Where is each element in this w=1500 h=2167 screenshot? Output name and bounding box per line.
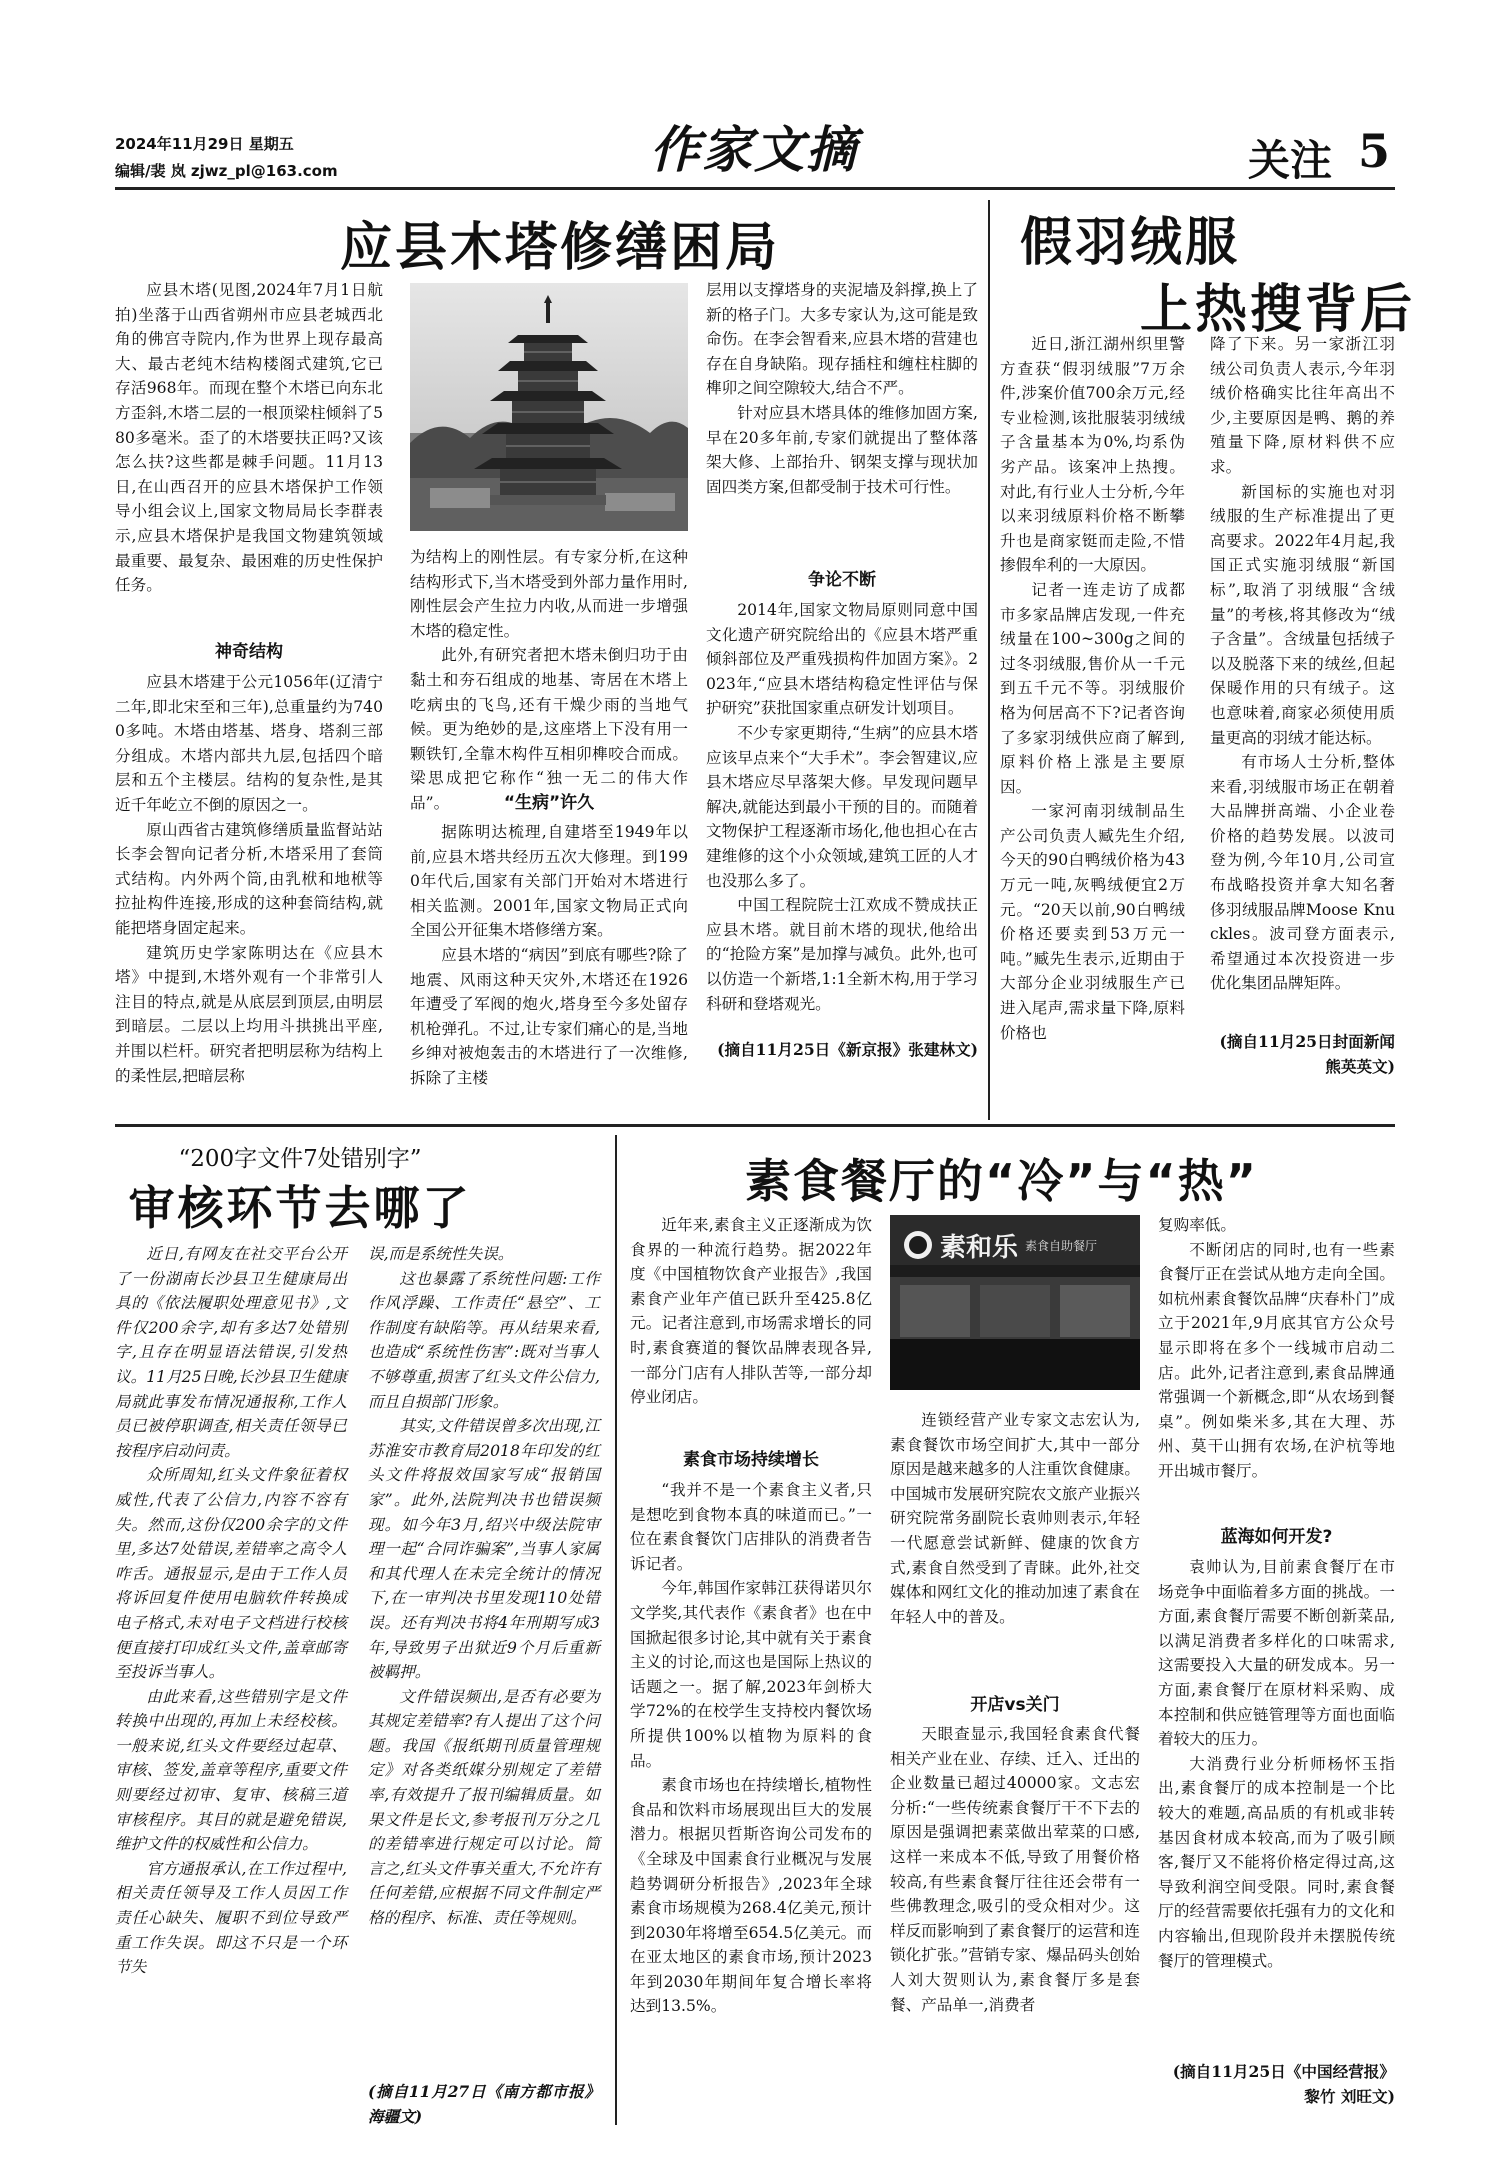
header-rule (115, 187, 1395, 190)
page-number: 5 (1358, 124, 1391, 178)
article-vegan-subhead-3: 蓝海如何开发? (1220, 1527, 1333, 1547)
article-vegan-col3: 复购率低。 不断闭店的同时,也有一些素食餐厅正在尝试从地方走向全国。如杭州素食餐饮品牌“庆春朴门”成立于2021年,9月底其官方公众号显示即将在多个一线城市启动二店。此外,记者注意到,素食品牌通常强调一个新概念,即“从农场到餐桌”。例如柴米多,其在大理、苏州、莫干山拥有农场,在沪杭等地开出城市餐厅。 (1158, 1216, 1395, 1480)
article-vegan-title: 素食餐厅的“冷”与“热” (745, 1154, 1258, 1208)
article-typo-col2: 误,而是系统性失误。 这也暴露了系统性问题:工作作风浮躁、工作责任“悬空”、工作制度有缺陷等。再从结果来看,也造成“系统性伤害”:既对当事人不够尊重,损害了红头文件公信力,而且自损部门形象。 其实,文件错误曾多次出现,江苏淮安市教育局2018年印发的红头文件将报效国家写成“报销国家”。此外,法院判决书也错误频现。如今年3月,绍兴中级法院审理一起“合同诈骗案”,当事人家属和其代理人在未完全统计的情况下,在一审判决书里发现110处错误。还有判决书将4年刑期写成3年,导致男子出狱近9个月后重新被羁押。 文件错误频出,是否有必要为其规定差错率?有人提出了这个问题。我国《报纸期刊质量管理规定》对各类纸媒分别规定了差错率,有效提升了报刊编辑质量。如果文件是长文,参考报刊万分之几的差错率进行规定可以讨论。简言之,红头文件事关重大,不允许有任何差错,应根据不同文件制定严格的程序、标准、责任等规则。 (368, 1245, 600, 1928)
article-pagoda-col1b: 应县木塔建于公元1056年(辽清宁二年,即北宋至和三年),总重量约为7400多吨。木塔由塔基、塔身、塔刹三部分组成。木塔内部共九层,包括四个暗层和五个主楼层。结构的复杂性,是其近千年屹立不倒的原因之一。 原山西省古建筑修缮质量监督站站长李会智向记者分析,木塔采用了套筒式结构。内外两个筒,由乳栿和地栿等拉扯构件连接,形成的这种套筒结构,就能把塔身固定起来。 建筑历史学家陈明达在《应县木塔》中提到,木塔外观有一个非常引人注目的特点,就是从底层到顶层,由明层到暗层。二层以上均用斗拱挑出平座,并围以栏杆。研究者把明层称为结构上的柔性层,把暗层称 (115, 673, 383, 1085)
article-pagoda-col2: 为结构上的刚性层。有专家分析,在这种结构形式下,当木塔受到外部力量作用时,刚性层会产生拉力内收,从而进一步增强木塔的稳定性。 此外,有研究者把木塔未倒归功于由黏土和夯石组成的地基、寄居在木塔上吃病虫的飞鸟,还有干燥少雨的当地气候。更为绝妙的是,这座塔上下没有用一颗铁钉,全靠木构件互相卯榫咬合而成。梁思成把它称作“独一无二的伟大作品”。 (410, 548, 688, 812)
restaurant-sign-sub: 素食自助餐厅 (1025, 1239, 1098, 1253)
article-down-col2: 降了下来。另一家浙江羽绒公司负责人表示,今年羽绒价格确实比往年高出不少,主要原因是鸭、鹅的养殖量下降,原材料供不应求。 新国标的实施也对羽绒服的生产标准提出了更高要求。2022年4月起,我国正式实施羽绒服“新国标”,取消了羽绒服“含绒量”的考核,将其修改为“绒子含量”。含绒量包括绒子以及脱落下来的绒丝,但起保暖作用的只有绒子。这也意味着,商家必须使用质量更高的羽绒才能达标。 有市场人士分析,整体来看,羽绒服市场正在朝着大品牌拼高端、小企业卷价格的趋势发展。以波司登为例,今年10月,公司宣布战略投资并拿大知名奢侈羽绒服品牌Moose Knuckles。波司登方面表示,希望通过本次投资进一步优化集团品牌矩阵。 (1210, 335, 1395, 993)
article-typo-title: 审核环节去哪了 (128, 1181, 472, 1235)
header-date: 2024年11月29日 星期五 (115, 135, 294, 153)
restaurant-photo (890, 1215, 1140, 1390)
article-pagoda-source: (摘自11月25日《新京报》张建林文) (717, 1040, 978, 1059)
header-editor: 编辑/裴 岚 zjwz_pl@163.com (115, 162, 338, 180)
section-name: 关注 (1248, 136, 1333, 185)
article-vegan-col1: 近年来,素食主义正逐渐成为饮食界的一种流行趋势。据2022年度《中国植物饮食产业报告》,我国素食产业年产值已跃升至425.8亿元。记者注意到,市场需求增长的同时,素食赛道的餐饮品牌表现各异,一部分门店有人排队苦等,一部分却停业闭店。 (630, 1216, 872, 1407)
restaurant-sign-main: 素和乐 (940, 1233, 1019, 1263)
section-divider (115, 1124, 1395, 1127)
article-down-title-1: 假羽绒服 (1020, 213, 1241, 273)
article-pagoda-title: 应县木塔修缮困局 (340, 218, 781, 278)
article-vegan-subhead-2: 开店vs关门 (970, 1695, 1060, 1715)
article-vegan-col2: 连锁经营产业专家文志宏认为,素食餐饮市场空间扩大,其中一部分原因是越来越多的人注重饮食健康。中国城市发展研究院农文旅产业振兴研究院常务副院长袁帅则表示,年轻一代愿意尝试新鲜、健康的饮食方式,素食自然受到了青睐。此外,社交媒体和网红文化的推动加速了素食在年轻人中的普及。 (890, 1411, 1140, 1626)
article-pagoda-subhead-2: “生病”许久 (503, 793, 595, 813)
article-down-source: (摘自11月25日封面新闻 熊英英文) (1219, 1032, 1395, 1076)
article-vegan-col3b: 袁帅认为,目前素食餐厅在市场竞争中面临着多方面的挑战。一方面,素食餐厅需要不断创新菜品,以满足消费者多样化的口味需求,这需要投入大量的研发成本。另一方面,素食餐厅在原材料采购、成本控制和供应链管理等方面也面临着较大的压力。 大消费行业分析师杨怀玉指出,素食餐厅的成本控制是一个比较大的难题,高品质的有机或非转基因食材成本较高,而为了吸引顾客,餐厅又不能将价格定得过高,这导致利润空间受限。同时,素食餐厅的经营需要依托强有力的文化和内容输出,但现阶段并未摆脱传统餐厅的管理模式。 (1158, 1558, 1395, 1970)
article-pagoda-col3: 层用以支撑塔身的夹泥墙及斜撑,换上了新的格子门。大多专家认为,这可能是致命伤。在李会智看来,应县木塔的营建也存在自身缺陷。现存插柱和缠柱柱脚的榫卯之间空隙较大,结合不严。 针对应县木塔具体的维修加固方案,早在20多年前,专家们就提出了整体落架大修、上部抬升、钢架支撑与现状加固四类方案,但都受制于技术可行性。 (706, 281, 978, 496)
article-pagoda-subhead-1: 神奇结构 (215, 642, 283, 662)
article-pagoda-subhead-3: 争论不断 (808, 570, 876, 590)
article-down-col1: 近日,浙江湖州织里警方查获“假羽绒服”7万余件,涉案价值700余万元,经专业检测,该批服装羽绒绒子含量基本为0%,均系伪劣产品。该案冲上热搜。对此,有行业人士分析,今年以来羽绒原料价格不断攀升也是商家铤而走险,不惜掺假牟利的一大原因。 记者一连走访了成都市多家品牌店发现,一件充绒量在100~300g之间的过冬羽绒服,售价从一千元到五千元不等。羽绒服价格为何居高不下?记者咨询了多家羽绒供应商了解到,原料价格上涨是主要原因。 一家河南羽绒制品生产公司负责人臧先生介绍,今天的90白鸭绒价格为43万元一吨,灰鸭绒便宜2万元。“20天以前,90白鸭绒价格还要卖到53万元一吨。”臧先生表示,近期由于大部分企业羽绒服生产已进入尾声,需求量下降,原料价格也 (1000, 335, 1185, 1042)
article-vegan-col1b: “我并不是一个素食主义者,只是想吃到食物本真的味道而已。”一位在素食餐饮门店排队的消费者告诉记者。 今年,韩国作家韩江获得诺贝尔文学奖,其代表作《素食者》也在中国掀起很多讨论,其中就有关于素食主义的讨论,而这也是国际上热议的话题之一。据了解,2023年剑桥大学72%的在校学生支持校内餐饮场所提供100%以植物为原料的食品。 素食市场也在持续增长,植物性食品和饮料市场展现出巨大的发展潜力。根据贝哲斯咨询公司发布的《全球及中国素食行业概况与发展趋势调研分析报告》,2023年全球素食市场规模为268.4亿美元,预计到2030年将增至654.5亿美元。而在亚太地区的素食市场,预计2023年到2030年期间年复合增长率将达到13.5%。 (630, 1481, 872, 2016)
article-down-title-2: 上热搜背后 (1140, 280, 1416, 340)
article-typo-col1: 近日,有网友在社交平台公开了一份湖南长沙县卫生健康局出具的《依法履职处理意见书》,文件仅200余字,却有多达7处错别字,且存在明显语法错误,引发热议。11月25日晚,长沙县卫生健康局就此事发布情况通报称,工作人员已被停职调查,相关责任领导已按程序启动问责。 众所周知,红头文件象征着权威性,代表了公信力,内容不容有失。然而,这份仅200余字的文件里,多达7处错误,差错率之高令人咋舌。通报显示,是由于工作人员将诉回复件使用电脑软件转换成电子格式,未对电子文档进行校核便直接打印成红头文件,盖章邮寄至投诉当事人。 由此来看,这些错别字是文件转换中出现的,再加上未经校核。一般来说,红头文件要经过起草、审核、签发,盖章等程序,重要文件则要经过初审、复审、核稿三道审核程序。其目的就是避免错误,维护文件的权威性和公信力。 官方通报承认,在工作过程中,相关责任领导及工作人员因工作责任心缺失、履职不到位导致严重工作失误。即这不只是一个环节失 (115, 1245, 347, 1977)
article-pagoda-col1: 应县木塔(见图,2024年7月1日航拍)坐落于山西省朔州市应县老城西北角的佛宫寺院内,作为世界上现存最高大、最古老纯木结构楼阁式建筑,它已存活968年。而现在整个木塔已向东北方歪斜,木塔二层的一根顶梁柱倾斜了580多毫米。歪了的木塔要扶正吗?又该怎么扶?这些都是棘手问题。11月13日,在山西召开的应县木塔保护工作领导小组会议上,国家文物局局长李群表示,应县木塔保护是我国文物建筑领域最重要、最复杂、最困难的历史性保护任务。 (115, 281, 383, 595)
article-vegan-subhead-1: 素食市场持续增长 (683, 1450, 819, 1470)
article-typo-kicker: “200字文件7处错别字” (178, 1146, 422, 1172)
article-pagoda-col3b: 2014年,国家文物局原则同意中国文化遗产研究院给出的《应县木塔严重倾斜部位及严重残损构件加固方案》。2023年,“应县木塔结构稳定性评估与保护研究”获批国家重点研发计划项目。 不少专家更期待,“生病”的应县木塔应该早点来个“大手术”。李会智建议,应县木塔应尽早落架大修。早发现问题早解决,就能达到最小干预的目的。而随着文物保护工程逐渐市场化,他也担心在古建维修的这个小众领域,建筑工匠的人才也没那么多了。 中国工程院院士江欢成不赞成扶正应县木塔。就目前木塔的现状,他给出的“抢险方案”是加撑与减负。此外,也可以仿造一个新塔,1:1全新木构,用于学习科研和登塔观光。 (706, 601, 978, 1013)
column-rule-top (988, 200, 990, 1120)
article-pagoda-col2b: 据陈明达梳理,自建塔至1949年以前,应县木塔共经历五次大修理。到1990年代后,国家有关部门开始对木塔进行相关监测。2001年,国家文物局正式向全国公开征集木塔修缮方案。 应县木塔的“病因”到底有哪些?除了地震、风雨这种天灾外,木塔还在1926年遭受了军阀的炮火,塔身至今多处留存机枪弹孔。不过,让专家们痛心的是,当地乡绅对被炮轰击的木塔进行了一次维修,拆除了主楼 (410, 823, 688, 1087)
article-vegan-source: (摘自11月25日《中国经营报》黎竹 刘旺文) (1172, 2062, 1395, 2106)
column-rule-bottom (615, 1135, 617, 2125)
pagoda-photo (410, 283, 688, 531)
article-vegan-col2b: 天眼查显示,我国轻食素食代餐相关产业在业、存续、迁入、迁出的企业数量已超过40000家。文志宏分析:“一些传统素食餐厅干不下去的原因是强调把素菜做出荤菜的口感,这样一来成本不低,导致了用餐价格较高,有些素食餐厅往往还会带有一些佛教理念,吸引的受众相对少。这样反而影响到了素食餐厅的运营和连锁化扩张。”营销专家、爆品码头创始人刘大贺则认为,素食餐厅多是套餐、产品单一,消费者 (890, 1725, 1140, 2014)
masthead-logo: 作家文摘 (650, 120, 858, 179)
article-typo-source: (摘自11月27日《南方都市报》海疆文) (368, 2082, 600, 2126)
